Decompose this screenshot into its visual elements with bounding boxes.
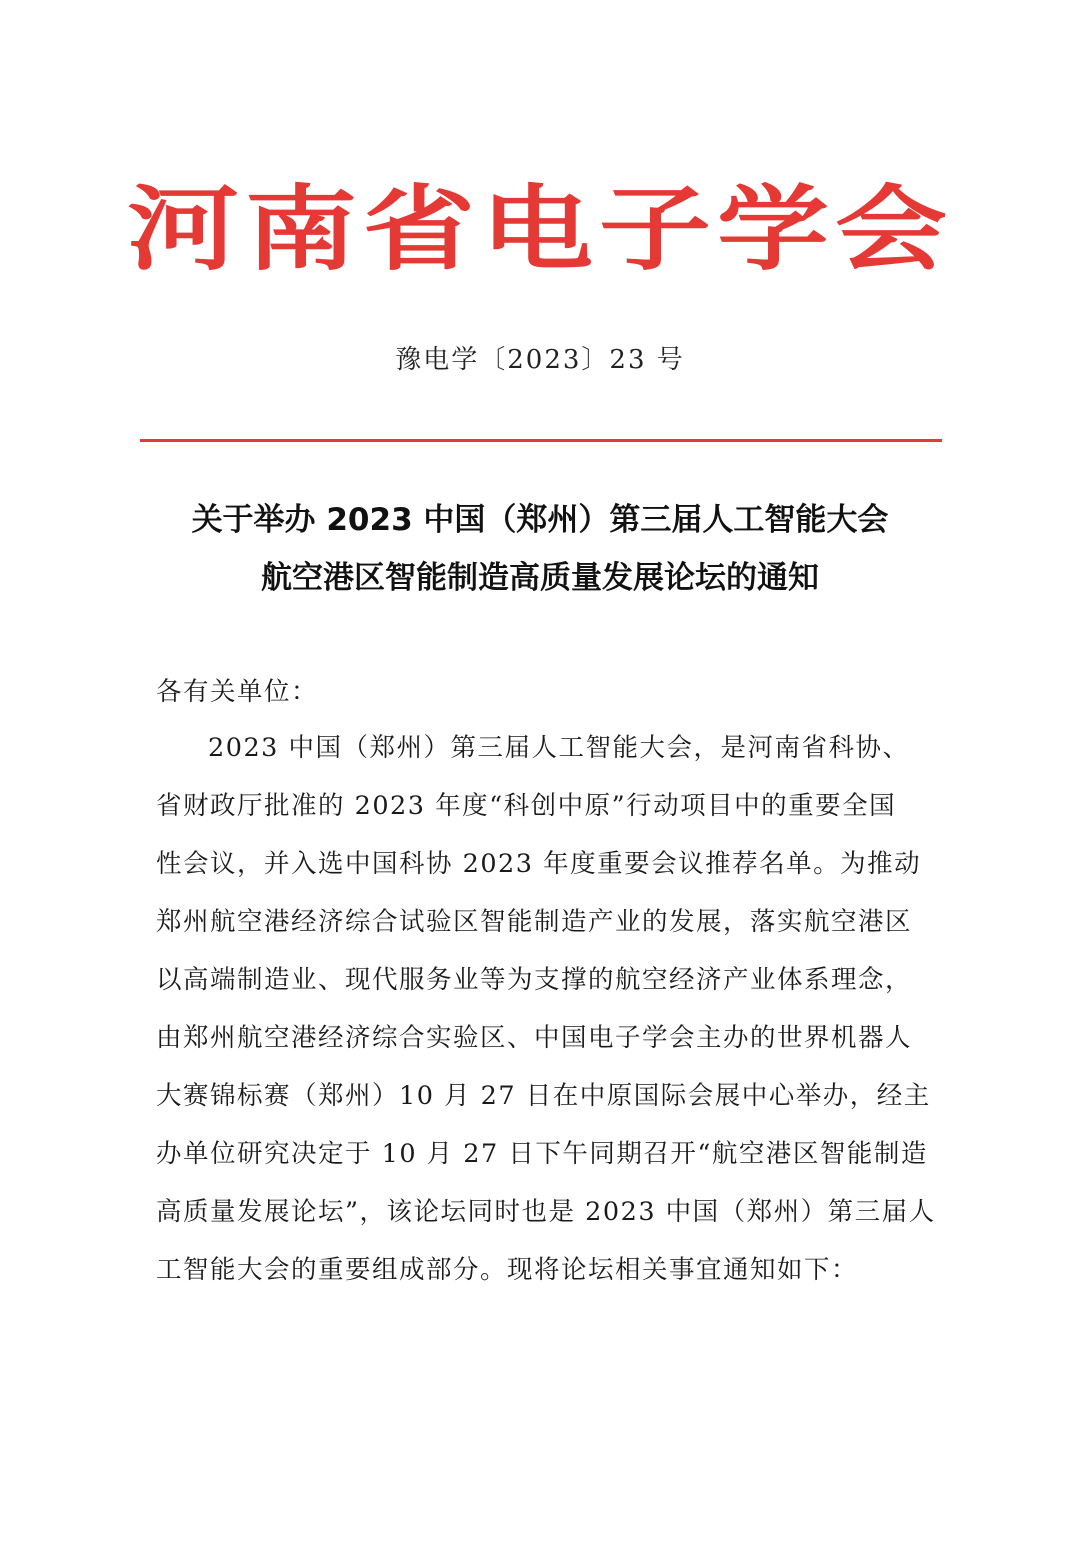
org-masthead: 河南省电子学会 [127,175,953,284]
body-line-1: 2023 中国（郑州）第三届人工智能大会，是河南省科协、 [208,733,910,763]
document-number: 豫电学〔2023〕23 号 [395,345,685,375]
body-line-3: 性会议，并入选中国科协 2023 年度重要会议推荐名单。为推动 [156,849,922,879]
body-line-4: 郑州航空港经济综合试验区智能制造产业的发展，落实航空港区 [156,907,913,937]
body-line-8: 办单位研究决定于 10 月 27 日下午同期召开“航空港区智能制造 [156,1139,928,1169]
salutation: 各有关单位： [156,677,319,707]
body-line-10: 工智能大会的重要组成部分。现将论坛相关事宜通知如下： [156,1255,859,1285]
body-line-9: 高质量发展论坛”，该论坛同时也是 2023 中国（郑州）第三届人 [156,1197,936,1227]
notice-title-line-2: 航空港区智能制造高质量发展论坛的通知 [261,560,819,596]
body-line-7: 大赛锦标赛（郑州）10 月 27 日在中原国际会展中心举办，经主 [156,1081,931,1111]
body-line-2: 省财政厅批准的 2023 年度“科创中原”行动项目中的重要全国 [156,791,897,821]
body-line-5: 以高端制造业、现代服务业等为支撑的航空经济产业体系理念， [156,965,913,995]
body-line-6: 由郑州航空港经济综合实验区、中国电子学会主办的世界机器人 [156,1023,913,1053]
notice-title-line-1: 关于举办 2023 中国（郑州）第三届人工智能大会 [191,502,889,538]
red-divider-line [140,439,942,442]
